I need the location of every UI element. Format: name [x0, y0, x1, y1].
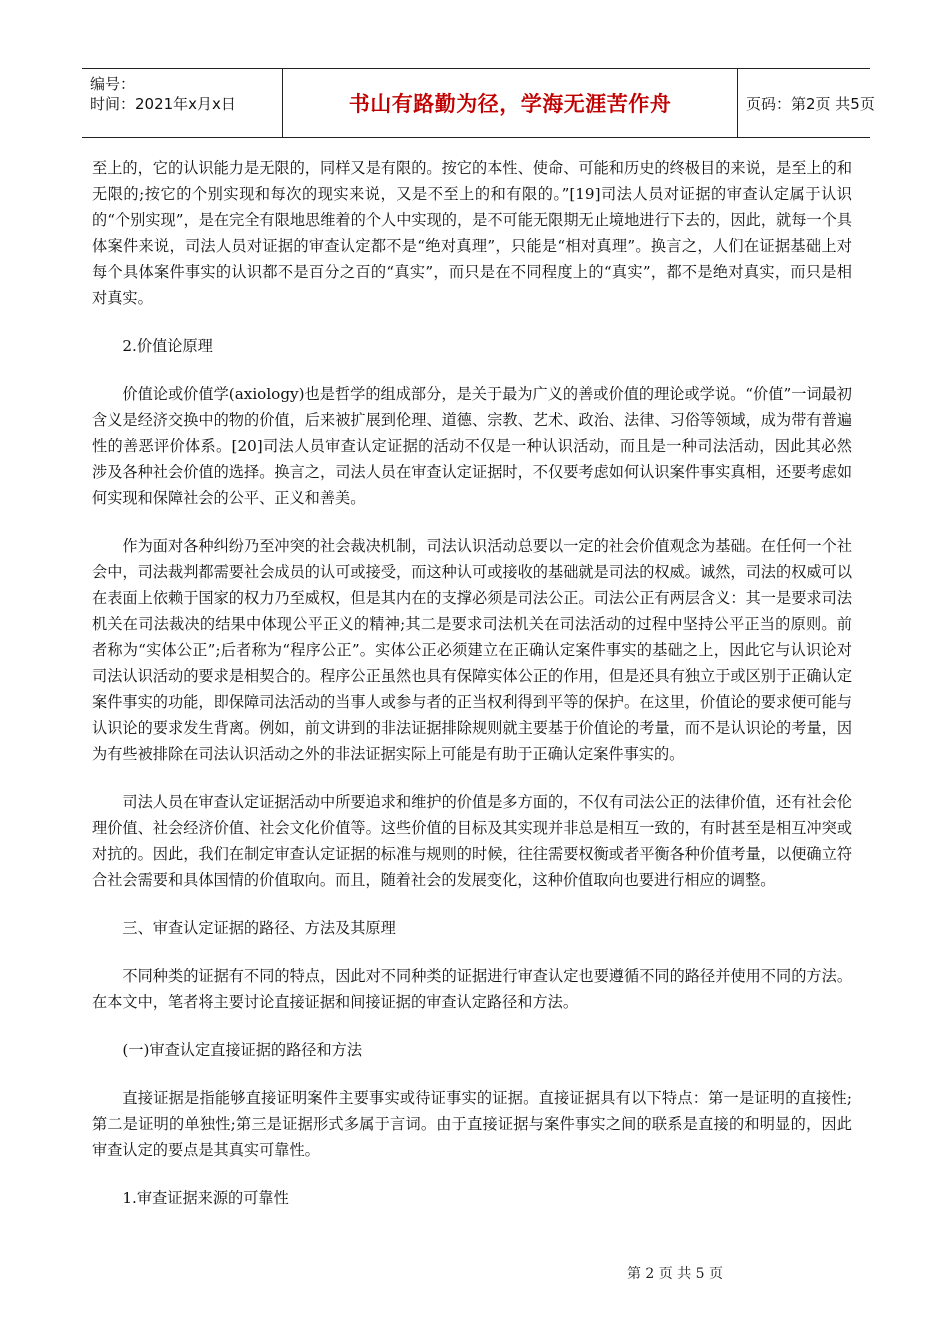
document-body [92, 155, 852, 1233]
section-heading: (一)审查认定直接证据的路径和方法 [122, 1041, 363, 1059]
paragraph: 作为面对各种纠纷乃至冲突的社会裁决机制，司法认识活动总要以一定的社会价值观念为基础。在任何一个社会中，司法裁判都需要社会成员的认可或接受，而这种认可或接收的基础就是司法的权威。诚然，司法的权威可以在表面上依赖于国家的权力乃至威权，但是其内在的支撑必须是司法公正。司法公正有两层含义：其一是要求司法机关在司法裁决的结果中体现公平正义的精神;其二是要求司法机关在司法活动的过程中坚持公平正当的原则。前者称为“实体公正”;后者称为“程序公正”。实体公正必须建立在正确认定案件事实的基础之上，因此它与认识论对司法认识活动的要求是相契合的。程序公正虽然也具有保障实体公正的作用，但是还具有独立于或区别于正确认定案件事实的功能，即保障司法活动的当事人或参与者的正当权利得到平等的保护。在这里，价值论的要求便可能与认识论的要求发生背离。例如，前文讲到的非法证据排除规则就主要基于价值论的考量，而不是认识论的考量，因为有些被排除在司法认识活动之外的非法证据实际上可能是有助于正确认定案件事实的。 [92, 537, 852, 763]
header-motto-cell [282, 69, 738, 137]
header-meta [82, 69, 282, 137]
paragraph: 不同种类的证据有不同的特点，因此对不同种类的证据进行审查认定也要遵循不同的路径并使用不同的方法。在本文中，笔者将主要讨论直接证据和间接证据的审查认定路径和方法。 [92, 967, 852, 1011]
section-heading: 2.价值论原理 [122, 337, 213, 355]
document-date-label: 时间：2021年x月x日 [90, 95, 236, 113]
header-motto: 书山有路勤为径，学海无涯苦作舟 [348, 92, 672, 116]
section-heading: 三、审查认定证据的路径、方法及其原理 [122, 919, 396, 937]
footer-page-number: 第 2 页 共 5 页 [626, 1266, 724, 1282]
paragraph: 至上的，它的认识能力是无限的，同样又是有限的。按它的本性、使命、可能和历史的终极目的来说，是至上的和无限的;按它的个别实现和每次的现实来说，又是不至上的和有限的。”[19]司法人员对证据的审查认定属于认识的“个别实现”，是在完全有限地思维着的个人中实现的，是不可能无限期无止境地进行下去的，因此，就每一个具体案件来说，司法人员对证据的审查认定都不是“绝对真理”，只能是“相对真理”。换言之，人们在证据基础上对每个具体案件事实的认识都不是百分之百的“真实”，而只是在不同程度上的“真实”，都不是绝对真实，而只是相对真实。 [92, 159, 852, 307]
header-page-indicator [738, 69, 875, 137]
paragraph: 价值论或价值学(axiology)也是哲学的组成部分，是关于最为广义的善或价值的理论或学说。“价值”一词最初含义是经济交换中的物的价值，后来被扩展到伦理、道德、宗教、艺术、政治、法律、习俗等领域，成为带有普遍性的善恶评价体系。[20]司法人员审查认定证据的活动不仅是一种认识活动，而且是一种司法活动，因此其必然涉及各种社会价值的选择。换言之，司法人员在审查认定证据时，不仅要考虑如何认识案件事实真相，还要考虑如何实现和保障社会的公平、正义和善美。 [92, 385, 852, 507]
section-heading: 1.审查证据来源的可靠性 [122, 1189, 289, 1207]
page-header [82, 68, 875, 138]
page-footer [560, 1263, 790, 1283]
page-number-label: 页码：第2页 共5页 [746, 94, 875, 113]
paragraph: 司法人员在审查认定证据活动中所要追求和维护的价值是多方面的，不仅有司法公正的法律价值，还有社会伦理价值、社会经济价值、社会文化价值等。这些价值的目标及其实现并非总是相互一致的，有时甚至是相互冲突或对抗的。因此，我们在制定审查认定证据的标准与规则的时候，往往需要权衡或者平衡各种价值考量，以便确立符合社会需要和具体国情的价值取向。而且，随着社会的发展变化，这种价值取向也要进行相应的调整。 [92, 793, 852, 889]
paragraph: 直接证据是指能够直接证明案件主要事实或待证事实的证据。直接证据具有以下特点：第一是证明的直接性;第二是证明的单独性;第三是证据形式多属于言词。由于直接证据与案件事实之间的联系是直接的和明显的，因此审查认定的要点是其真实可靠性。 [92, 1089, 852, 1159]
document-number-label: 编号： [90, 75, 136, 93]
